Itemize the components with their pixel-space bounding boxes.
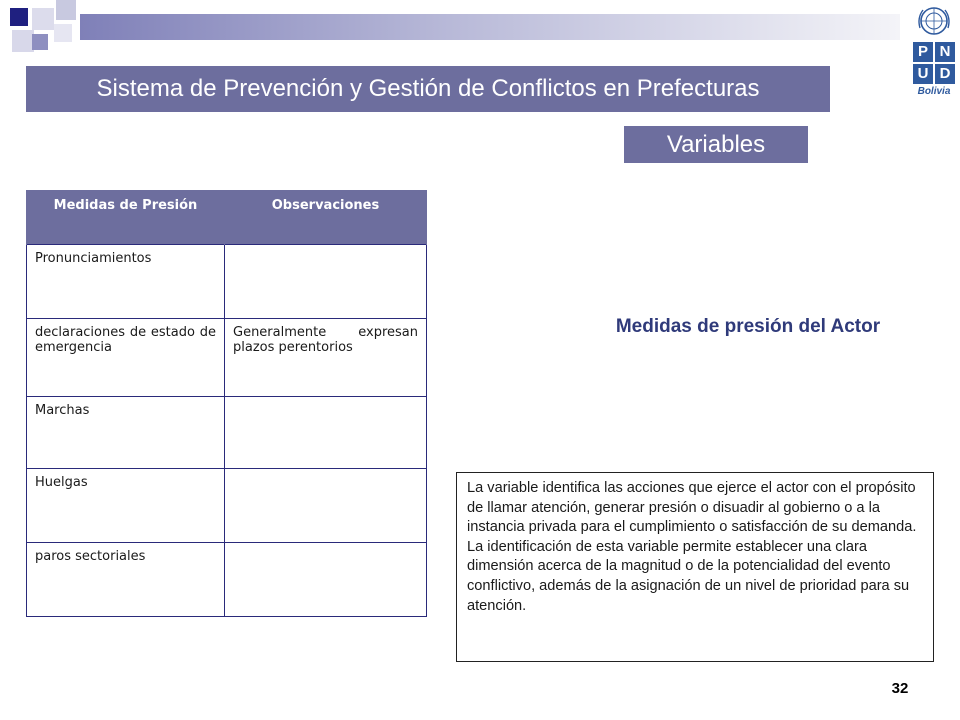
decor-square-light-1 — [32, 8, 54, 30]
decor-square-mid — [32, 34, 48, 50]
observation-cell — [225, 542, 427, 616]
table-row — [27, 318, 427, 396]
logo-letter: N — [935, 42, 955, 62]
logo-letter: U — [913, 64, 933, 84]
measure-cell: declaraciones de estado de emergencia — [27, 318, 225, 396]
section-label: Variables — [624, 126, 808, 163]
logo-country: Bolivia — [917, 86, 951, 97]
column-header-measures: Medidas de Presión — [27, 190, 225, 244]
header-gradient-bar — [80, 14, 900, 40]
table-row — [27, 244, 427, 318]
section-subtitle: Medidas de presión del Actor — [615, 316, 881, 337]
observation-cell — [225, 244, 427, 318]
column-header-observations: Observaciones — [225, 190, 427, 244]
undp-logo — [912, 4, 956, 98]
table-row — [27, 468, 427, 542]
undp-letter-grid — [913, 42, 955, 84]
table-row — [27, 542, 427, 616]
logo-letter: P — [913, 42, 933, 62]
decor-square-navy — [10, 8, 28, 26]
measure-cell: Marchas — [27, 396, 225, 468]
decor-square-light-4 — [54, 24, 72, 42]
decor-square-light-2 — [56, 0, 76, 20]
logo-letter: D — [935, 64, 955, 84]
pressure-measures-table — [26, 190, 427, 617]
table-row — [27, 396, 427, 468]
un-emblem-icon — [914, 4, 954, 40]
decor-square-light-3 — [12, 30, 34, 52]
table-header-row — [27, 190, 427, 244]
observation-cell — [225, 468, 427, 542]
page-title: Sistema de Prevención y Gestión de Conflictos en Prefecturas — [26, 66, 830, 112]
measure-cell: Pronunciamientos — [27, 244, 225, 318]
observation-cell: Generalmente expresan plazos perentorios — [225, 318, 427, 396]
measure-cell: Huelgas — [27, 468, 225, 542]
page-number: 32 — [891, 680, 909, 697]
measure-cell: paros sectoriales — [27, 542, 225, 616]
variable-description: La variable identifica las acciones que ejerce el actor con el propósito de llamar atención, generar presión o disuadir al gobierno o a la instancia privada para el cumplimiento o satisfacción de su demanda. La identificación de esta variable permite establecer una clara dimensión acerca de la magnitud o de la potencialidad del evento conflictivo, además de la asignación de un nivel de prioridad para su atención. — [456, 472, 934, 662]
observation-cell — [225, 396, 427, 468]
